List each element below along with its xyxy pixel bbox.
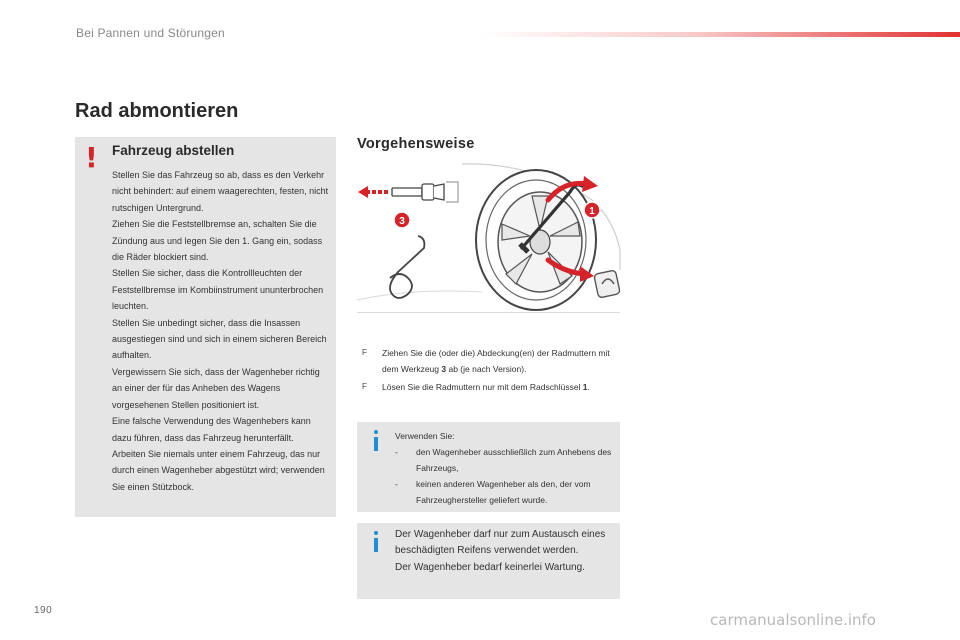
- info-box-text: [395, 527, 617, 576]
- list-item: - den Wagenheber ausschließlich zum Anhebens des Fahrzeugs,: [395, 447, 612, 473]
- label-badge-3: [394, 212, 410, 228]
- info-box-jack-maintenance: [357, 523, 620, 599]
- warning-body: [112, 167, 332, 495]
- warning-paragraph: Stellen Sie unbedingt sicher, dass die Insassen ausgestiegen sind und sich in einem sicheren Bereich aufhalten.: [112, 317, 327, 361]
- page-title: Rad abmontieren: [75, 100, 239, 122]
- svg-text:3: 3: [399, 216, 405, 227]
- warning-paragraph: Eine falsche Verwendung des Wagenhebers kann dazu führen, dass das Fahrzeug herunterfällt.: [112, 416, 311, 443]
- list-item: - keinen anderen Wagenheber als den, der vom Fahrzeughersteller geliefert wurde.: [395, 479, 591, 505]
- illustration-divider: [357, 312, 620, 313]
- nut-cover-icon: [594, 270, 621, 298]
- info-icon: [370, 430, 382, 452]
- wheel-removal-illustration: [352, 160, 624, 312]
- header-accent-bar: [480, 32, 960, 37]
- warning-title: Fahrzeug abstellen: [112, 143, 235, 158]
- procedure-heading: Vorgehensweise: [357, 136, 475, 152]
- warning-paragraph: Vergewissern Sie sich, dass der Wagenheber richtig an einer der für das Anheben des Wagens vorgesehenen Stellen positioniert ist.: [112, 366, 320, 410]
- info-intro: Verwenden Sie:: [395, 431, 455, 441]
- step-text: Ziehen Sie die (oder die) Abdeckung(en) der Radmuttern mit dem Werkzeug 3 ab (je nach Version).: [382, 348, 610, 374]
- step-bullet: F: [362, 348, 367, 357]
- procedure-step: [362, 345, 622, 377]
- section-header-title: Bei Pannen und Störungen: [76, 26, 225, 40]
- info-icon: [370, 531, 382, 553]
- procedure-step: [362, 379, 622, 411]
- info-line: Der Wagenheber darf nur zum Austausch eines beschädigten Reifens verwendet werden.: [395, 529, 606, 557]
- warning-paragraph: Stellen Sie sicher, dass die Kontrollleuchten der Feststellbremse im Kombiinstrument ununterbrochen leuchten.: [112, 268, 324, 312]
- warning-paragraph: Ziehen Sie die Feststellbremse an, schalten Sie die Zündung aus und legen Sie den 1. Gang ein, sodass die Räder blockiert sind.: [112, 219, 323, 263]
- page-number: 190: [34, 605, 53, 616]
- wheel-icon: [476, 170, 596, 310]
- watermark: carmanualsonline.info: [710, 611, 876, 629]
- warning-exclamation-icon: !: [85, 141, 98, 174]
- step-text: Lösen Sie die Radmuttern nur mit dem Radschlüssel 1.: [382, 382, 590, 392]
- svg-text:1: 1: [589, 206, 595, 217]
- warning-paragraph: Stellen Sie das Fahrzeug so ab, dass es den Verkehr nicht behindert: auf einem waagerechten, festen, nicht rutschigen Untergrund.: [112, 170, 329, 213]
- info-box-text: [395, 428, 617, 508]
- label-badge-1: [584, 202, 600, 218]
- warning-paragraph: Arbeiten Sie niemals unter einem Fahrzeug, das nur durch einen Wagenheber abgestützt wird; verwenden Sie einen Stützbock.: [112, 448, 325, 492]
- hook-tool-icon: [390, 236, 424, 298]
- info-line: Der Wagenheber bedarf keinerlei Wartung.: [395, 561, 585, 573]
- extraction-tool-icon: [358, 182, 458, 202]
- info-box-jack-usage: [357, 422, 620, 512]
- step-bullet: F: [362, 382, 367, 391]
